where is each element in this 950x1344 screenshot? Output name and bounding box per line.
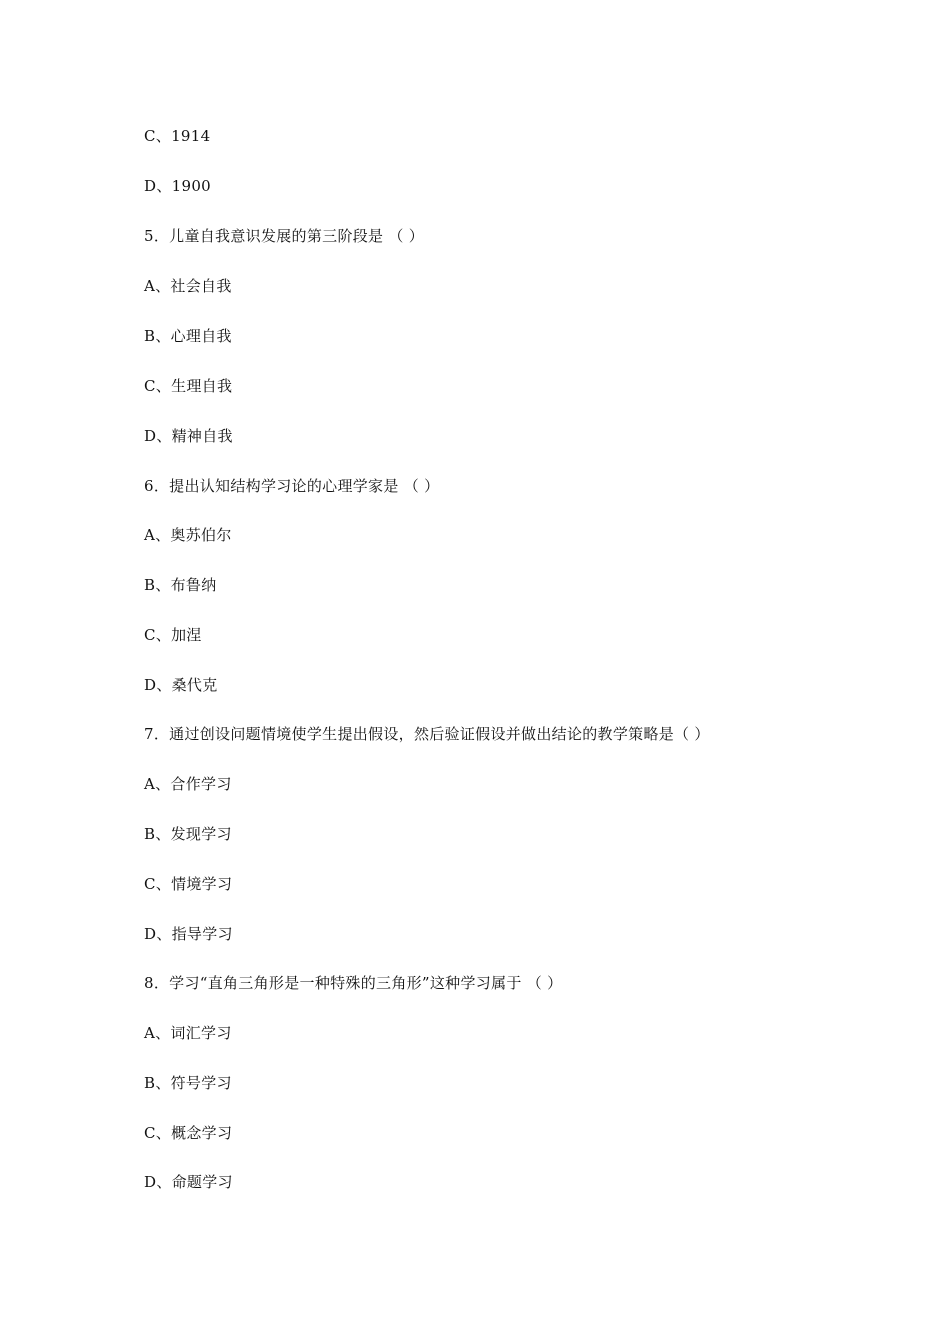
option-a-q8: A、词汇学习 — [144, 1024, 232, 1042]
question-5: 5．儿童自我意识发展的第三阶段是 （ ） — [144, 227, 425, 245]
option-a-q6: A、奥苏伯尔 — [144, 526, 232, 544]
option-d-q7: D、指导学习 — [144, 925, 233, 943]
option-c-q8: C、概念学习 — [144, 1124, 233, 1142]
option-c-q6: C、加涅 — [144, 626, 202, 644]
option-b-q8: B、符号学习 — [144, 1074, 232, 1092]
option-c-q5: C、生理自我 — [144, 377, 233, 395]
option-a-q5: A、社会自我 — [144, 277, 232, 295]
option-d-q4: D、1900 — [144, 177, 212, 195]
option-d-q6: D、桑代克 — [144, 676, 218, 694]
question-6: 6．提出认知结构学习论的心理学家是 （ ） — [144, 477, 440, 495]
option-d-q5: D、精神自我 — [144, 427, 233, 445]
option-b-q7: B、发现学习 — [144, 825, 232, 843]
question-8: 8．学习“直角三角形是一种特殊的三角形”这种学习属于 （ ） — [144, 974, 563, 992]
option-d-q8: D、命题学习 — [144, 1173, 233, 1191]
option-c-q7: C、情境学习 — [144, 875, 233, 893]
option-b-q6: B、布鲁纳 — [144, 576, 217, 594]
option-c-q4: C、1914 — [144, 127, 211, 145]
option-b-q5: B、心理自我 — [144, 327, 232, 345]
option-a-q7: A、合作学习 — [144, 775, 232, 793]
question-7: 7．通过创设问题情境使学生提出假设，然后验证假设并做出结论的教学策略是（ ） — [144, 725, 710, 743]
